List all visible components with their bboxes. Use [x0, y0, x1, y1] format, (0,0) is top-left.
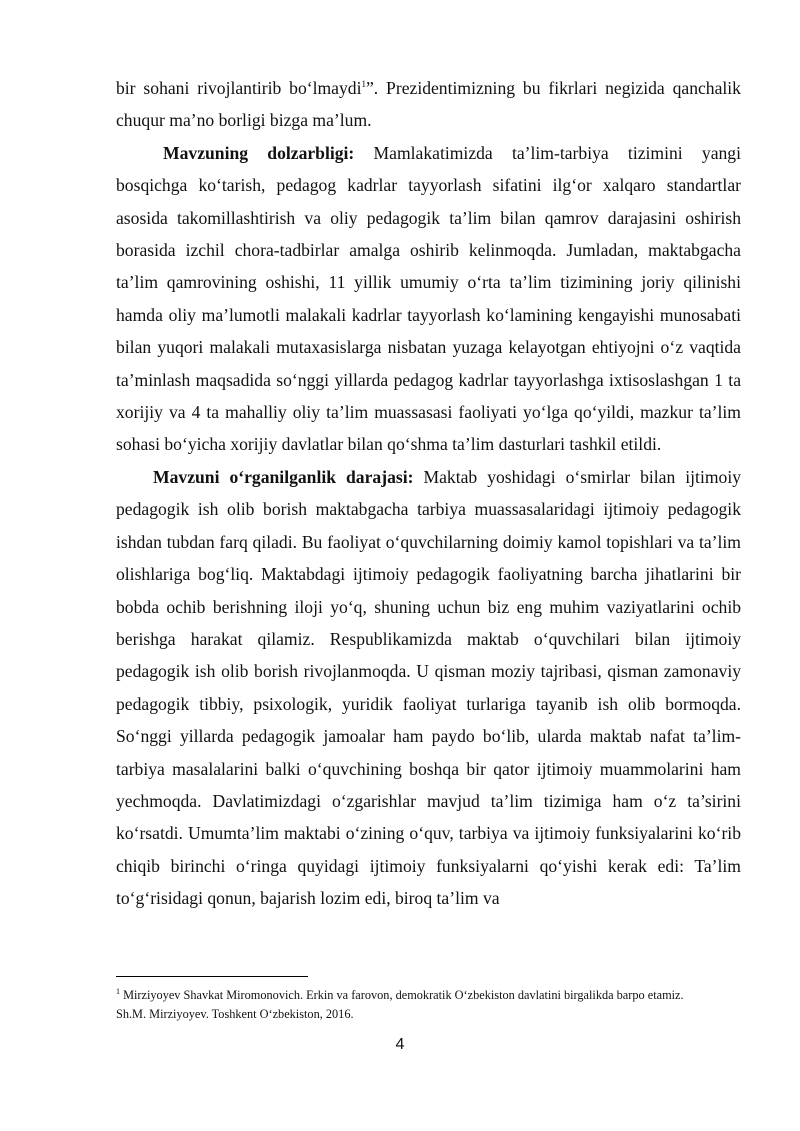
footnote-reference: 1: [361, 79, 366, 90]
paragraph-continuation: [116, 72, 741, 137]
paragraph-text: ”. Prezidentimizning bu fikrlari negizida qanchalik chuqur ma’no borligi bizga ma’lum.: [116, 78, 741, 131]
footnote-separator: [116, 976, 308, 977]
paragraph-study-level: [116, 461, 741, 915]
paragraph-text: Mamlakatimizda ta’lim-tarbiya tizimini yangi bosqichga ko‘tarish, pedagog kadrlar tayyorlash sifatini ilg‘or xalqaro standartlar asosida takomillashtirish va oliy pedagogik ta’lim bilan qamrov darajasini oshirish borasida izchil chora-tadbirlar amalga oshirib kelinmoqda. Jumladan, maktabgacha ta’lim qamrovining oshishi, 11 yillik umumiy o‘rta ta’lim tizimining joriy qilinishi hamda oliy ma’lumotli malakali kadrlar tayyorlash ko‘lamining kengayishi munosabati bilan yuqori malakali mutaxasislarga nisbatan yuzaga kelayotgan ehtiyojni o‘z vaqtida ta’minlash maqsadida so‘nggi yillarda pedagog kadrlar tayyorlashga ixtisoslashgan 1 ta xorijiy va 4 ta mahalliy oliy ta’lim muassasasi faoliyati yo‘lga qo‘yildi, mazkur ta’lim sohasi bo‘yicha xorijiy davlatlar bilan qo‘shma ta’lim dasturlari tashkil etildi.: [116, 142, 741, 455]
footnote-line: Sh.M. Mirziyoyev. Toshkent O‘zbekiston, 2016.: [116, 1007, 354, 1021]
body-text: [116, 72, 741, 915]
paragraph-heading: Mavzuning dolzarbligi:: [163, 142, 355, 163]
paragraph-heading: Mavzuni o‘rganilganlik darajasi:: [153, 466, 414, 487]
footnote-line: [116, 986, 746, 1005]
page-number: 4: [395, 1036, 405, 1053]
paragraph-text: bir sohani rivojlantirib bo‘lmaydi: [116, 78, 362, 98]
footnote: [116, 986, 746, 1024]
paragraph-text: Maktab yoshidagi o‘smirlar bilan ijtimoiy pedagogik ish olib borish maktabgacha tarbiya muassasalaridagi ijtimoiy pedagogik ishdan tubdan farq qiladi. Bu faoliyat o‘quvchilarning doimiy kamol topishlari va ta’lim olishlariga bog‘liq. Maktabdagi ijtimoiy pedagogik faoliyatning barcha jihatlarini bir bobda ochib berishning iloji yo‘q, shuning uchun biz eng muhim vaziyatlarini ochib berishga harakat qilamiz. Respublikamizda maktab o‘quvchilari bilan ijtimoiy pedagogik ish olib borish rivojlanmoqda. U qisman moziy tajribasi, qisman zamonaviy pedagogik tibbiy, psixologik, yuridik faoliyat turlariga tayanib ish olib bormoqda. So‘nggi yillarda pedagogik jamoalar ham paydo bo‘lib, ularda maktab nafat ta’lim-tarbiya masalalarini balki o‘quvchining boshqa bir qator ijtimoiy muammolarini ham yechmoqda. Davlatimizdagi o‘zgarishlar mavjud ta’lim tizimiga ham o‘z ta’sirini ko‘rsatdi. Umumta’lim maktabi o‘zining o‘quv, tarbiya va ijtimoiy funksiyalarini ko‘rib chiqib birinchi o‘ringa quyidagi ijtimoiy funksiyalarni qo‘yishi kerak edi: Ta’lim to‘g‘risidagi qonun, bajarish lozim edi, biroq ta’lim va: [116, 466, 742, 909]
paragraph-relevance: [116, 137, 741, 461]
footnote-mark: 1: [116, 986, 120, 996]
footnote-text: Mirziyoyev Shavkat Miromonovich. Erkin va farovon, demokratik O‘zbekiston davlatini birgalikda barpo etamiz.: [120, 988, 684, 1002]
